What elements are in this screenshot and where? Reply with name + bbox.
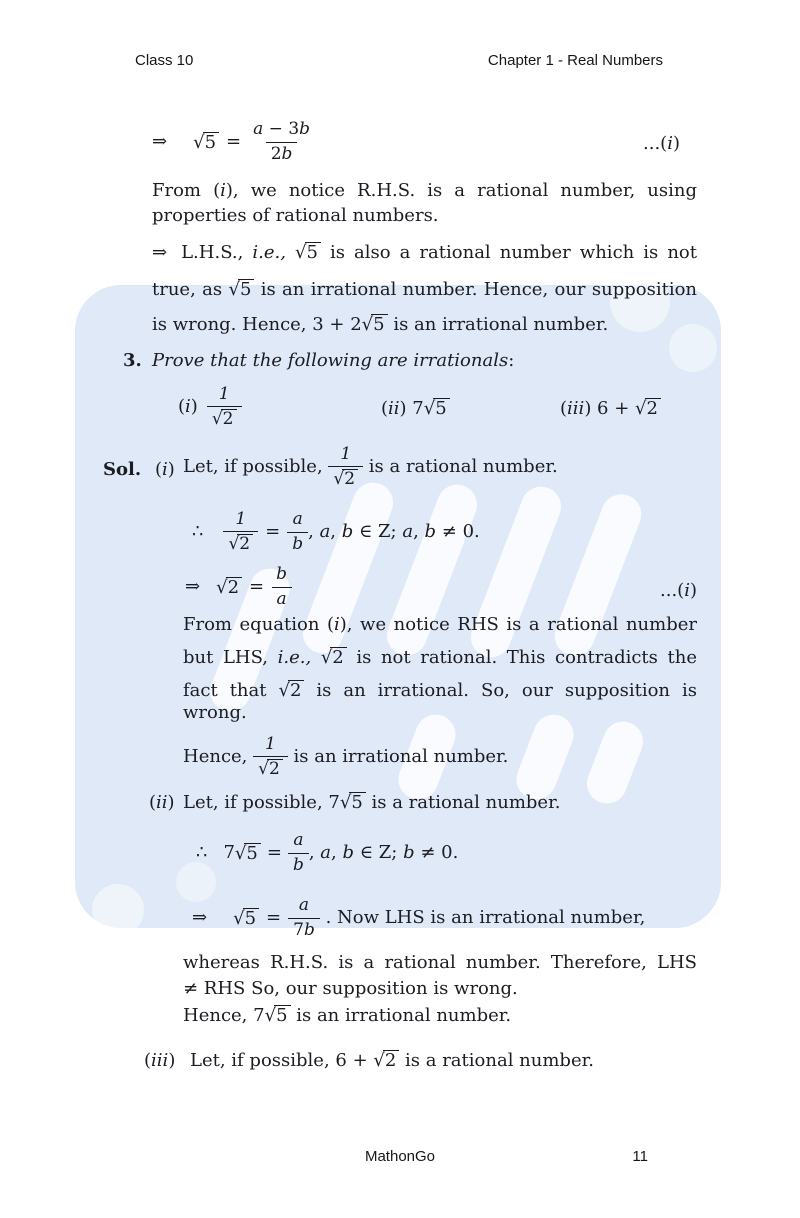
radical-sign: √ bbox=[211, 409, 223, 429]
radical-sign: √ bbox=[320, 647, 333, 668]
para-lhs-2: true, as √5 is an irrational number. Hence, our supposition bbox=[152, 279, 698, 300]
spacer bbox=[207, 853, 223, 854]
sqrt-radical bbox=[228, 279, 254, 300]
sqrt-radical bbox=[193, 132, 219, 153]
marker-iii: (iii) bbox=[144, 1050, 176, 1071]
para-lhs-1: ⇒ L.H.S., i.e., √5 is also a rational number which is not bbox=[152, 242, 697, 263]
fraction bbox=[288, 896, 320, 939]
q3-number bbox=[123, 348, 142, 374]
radical-sign: √ bbox=[228, 279, 240, 300]
text: ⇒ bbox=[185, 576, 201, 597]
fraction bbox=[207, 385, 242, 429]
italic-text: b bbox=[403, 842, 415, 863]
denominator bbox=[266, 142, 298, 164]
numerator bbox=[214, 385, 235, 406]
radicand: 2 bbox=[330, 647, 346, 668]
sol-i-para-3: fact that √2 is an irrational. So, our supposition is bbox=[183, 680, 697, 701]
fraction bbox=[223, 510, 258, 554]
spacer bbox=[167, 142, 193, 143]
radicand: 5 bbox=[203, 132, 219, 153]
sol-ii-intro: Let, if possible, 7√5 is a rational number. bbox=[183, 792, 561, 813]
sol-i-conclusion bbox=[183, 733, 508, 781]
radicand: 2 bbox=[221, 409, 237, 429]
radicand: 5 bbox=[371, 314, 387, 335]
sol-i-para-2: but LHS, i.e., √2 is not rational. This contradicts the bbox=[183, 647, 697, 668]
italic-text: b bbox=[424, 521, 437, 542]
radicand: 2 bbox=[226, 577, 242, 598]
spacer bbox=[167, 257, 181, 258]
sqrt-radical bbox=[340, 792, 366, 813]
sol-ii-eq2 bbox=[192, 893, 645, 943]
text: 2 bbox=[270, 143, 282, 164]
sqrt-radical bbox=[424, 398, 450, 419]
italic-text: a bbox=[253, 119, 264, 140]
text: Hence, bbox=[183, 746, 254, 767]
text: = bbox=[266, 907, 282, 928]
sol-ii-eq1 bbox=[196, 828, 458, 878]
italic-text: 1 bbox=[235, 508, 247, 529]
radicand: 2 bbox=[383, 1050, 399, 1071]
q3-item-iii: (iii) 6 + √2 bbox=[560, 396, 661, 422]
sol-i-eq1 bbox=[192, 507, 480, 557]
italic-text: a bbox=[320, 842, 332, 863]
numerator bbox=[294, 896, 314, 917]
numerator bbox=[230, 510, 251, 531]
sqrt-radical bbox=[362, 314, 388, 335]
spacer bbox=[207, 918, 233, 919]
radical-sign: √ bbox=[258, 759, 269, 779]
eq-sqrt5-row bbox=[152, 118, 315, 166]
watermark-blob bbox=[669, 324, 717, 372]
header-chapter: Chapter 1 - Real Numbers bbox=[487, 52, 663, 69]
text: . Now LHS is an irrational number, bbox=[319, 907, 646, 928]
fraction bbox=[288, 831, 309, 874]
radicand: 2 bbox=[342, 469, 358, 489]
italic-text: b bbox=[303, 919, 315, 940]
text: ⇒ bbox=[152, 131, 168, 152]
spacer bbox=[198, 407, 207, 408]
sqrt-radical bbox=[258, 759, 283, 779]
italic-text: b bbox=[276, 564, 288, 585]
radical-sign: √ bbox=[234, 842, 247, 864]
text: , bbox=[413, 521, 425, 542]
bold-text: Sol. bbox=[103, 459, 142, 480]
spacer bbox=[281, 918, 288, 919]
bold-text: 3. bbox=[123, 350, 142, 371]
marker-ii: (ii) bbox=[149, 792, 175, 813]
sol-i-eq2-tag: ...(i) bbox=[660, 580, 697, 601]
italic-text: a bbox=[319, 521, 331, 542]
spacer bbox=[203, 532, 223, 533]
sqrt-radical bbox=[333, 469, 358, 489]
radical-sign: √ bbox=[264, 1005, 277, 1026]
radicand: 5 bbox=[305, 242, 321, 263]
fraction bbox=[248, 120, 315, 163]
sqrt-radical bbox=[265, 1005, 291, 1026]
text: ≠ 0. bbox=[436, 521, 480, 542]
italic-text: i bbox=[684, 580, 690, 601]
italic-text: b bbox=[292, 854, 304, 875]
q3-title: Prove that the following are irrationals: bbox=[152, 350, 515, 371]
radical-sign: √ bbox=[333, 469, 345, 489]
text: − 3 bbox=[263, 119, 300, 140]
text: ∈ Z; bbox=[353, 521, 403, 542]
sqrt-radical bbox=[235, 843, 261, 864]
para-lhs-3: is wrong. Hence, 3 + 2√5 is an irrational number. bbox=[152, 314, 609, 335]
radical-sign: √ bbox=[361, 314, 374, 335]
denominator bbox=[272, 587, 292, 609]
sqrt-radical bbox=[228, 534, 253, 554]
fraction bbox=[253, 735, 288, 779]
italic-text: i.e., bbox=[277, 647, 312, 668]
text: is a rational number. bbox=[363, 456, 558, 477]
footer-brand: MathonGo bbox=[364, 1148, 436, 1165]
italic-text: b bbox=[299, 119, 311, 140]
text: is an irrational number. bbox=[287, 746, 509, 767]
italic-text: a bbox=[276, 588, 287, 609]
spacer bbox=[259, 918, 266, 919]
text: ∴ bbox=[196, 842, 208, 863]
watermark-blob bbox=[92, 884, 144, 928]
radical-sign: √ bbox=[373, 1050, 385, 1071]
para-rhs-2: properties of rational numbers. bbox=[152, 205, 439, 226]
italic-text: a bbox=[298, 895, 310, 916]
sqrt-radical bbox=[216, 577, 242, 598]
radicand: 2 bbox=[288, 680, 304, 701]
denominator bbox=[328, 466, 363, 489]
italic-text: a bbox=[292, 509, 303, 530]
italic-text: b bbox=[341, 521, 354, 542]
radicand: 5 bbox=[274, 1005, 290, 1026]
sol-ii-conclusion: Hence, 7√5 is an irrational number. bbox=[183, 1005, 512, 1026]
text: , bbox=[308, 521, 320, 542]
sol-ii-para-2: ≠ RHS So, our supposition is wrong. bbox=[183, 978, 518, 999]
italic-text: iii bbox=[151, 1050, 169, 1071]
text: = bbox=[226, 131, 242, 152]
radical-sign: √ bbox=[216, 576, 228, 598]
italic-text: a bbox=[402, 521, 414, 542]
numerator bbox=[288, 831, 308, 852]
text: ⇒ bbox=[192, 907, 208, 928]
spacer bbox=[280, 532, 287, 533]
text: Let, if possible, bbox=[183, 456, 329, 477]
text: ) bbox=[190, 396, 198, 417]
italic-text: ii bbox=[156, 792, 168, 813]
italic-text: 1 bbox=[265, 733, 276, 754]
para-rhs-1: From (i), we notice R.H.S. is a rational number, using bbox=[152, 180, 697, 201]
spacer bbox=[241, 142, 248, 143]
italic-text: b bbox=[281, 143, 293, 164]
spacer bbox=[242, 587, 249, 588]
text: ≠ 0. bbox=[414, 842, 459, 863]
text: = bbox=[249, 576, 265, 597]
radicand: 2 bbox=[645, 398, 661, 419]
italic-text: i.e., bbox=[252, 242, 286, 263]
radical-sign: √ bbox=[233, 907, 245, 929]
radicand: 5 bbox=[433, 398, 449, 419]
italic-text: 1 bbox=[340, 443, 352, 464]
text: ( bbox=[178, 396, 186, 417]
marker-i: (i) bbox=[155, 459, 175, 480]
sol-ii-para-1: whereas R.H.S. is a rational number. Therefore, LHS bbox=[183, 952, 697, 973]
radicand: 5 bbox=[238, 279, 254, 300]
denominator bbox=[223, 531, 258, 554]
text: ∈ Z; bbox=[354, 842, 404, 863]
sqrt-radical bbox=[321, 647, 347, 668]
italic-text: ii bbox=[388, 398, 400, 419]
denominator bbox=[253, 756, 288, 779]
sqrt-radical bbox=[373, 1050, 399, 1071]
text: ∴ bbox=[192, 521, 204, 542]
q3-item-ii: (ii) 7√5 bbox=[381, 396, 450, 422]
numerator bbox=[271, 565, 292, 586]
eq-sqrt5-tag: ...(i) bbox=[643, 133, 680, 154]
italic-text: 1 bbox=[218, 383, 230, 404]
italic-text: b bbox=[292, 533, 304, 554]
watermark-stripe bbox=[581, 715, 649, 809]
text: = bbox=[266, 842, 282, 863]
text: , bbox=[308, 842, 321, 863]
sol-i-intro bbox=[183, 443, 558, 491]
italic-text: i bbox=[334, 614, 340, 635]
radical-sign: √ bbox=[423, 398, 436, 419]
fraction bbox=[287, 510, 308, 553]
text: 7 bbox=[293, 919, 304, 940]
text: 7 bbox=[223, 842, 235, 863]
italic-text: i bbox=[162, 459, 168, 480]
sqrt-radical bbox=[278, 680, 304, 701]
sqrt-radical bbox=[233, 908, 259, 929]
footer-page-number: 11 bbox=[632, 1148, 648, 1165]
italic-text: iii bbox=[567, 398, 585, 419]
spacer bbox=[200, 587, 216, 588]
sol-iii-intro: Let, if possible, 6 + √2 is a rational number. bbox=[190, 1050, 594, 1071]
text: , bbox=[331, 842, 343, 863]
fraction bbox=[271, 565, 292, 608]
radicand: 5 bbox=[244, 843, 260, 864]
italic-text: i bbox=[667, 133, 673, 154]
sqrt-radical bbox=[212, 409, 237, 429]
numerator bbox=[335, 445, 356, 466]
fraction bbox=[328, 445, 363, 489]
radical-sign: √ bbox=[339, 792, 352, 813]
radicand: 2 bbox=[267, 759, 283, 779]
italic-text: Prove that the following are irrationals bbox=[152, 350, 509, 371]
denominator bbox=[288, 918, 320, 940]
denominator bbox=[207, 406, 242, 429]
denominator bbox=[288, 853, 309, 875]
numerator bbox=[288, 510, 308, 531]
spacer bbox=[264, 587, 271, 588]
sol-label bbox=[103, 457, 141, 483]
text: , bbox=[330, 521, 342, 542]
sol-i-para-4: wrong. bbox=[183, 702, 247, 723]
header-class: Class 10 bbox=[135, 52, 194, 69]
radicand: 5 bbox=[243, 908, 259, 929]
spacer bbox=[258, 532, 265, 533]
italic-text: a bbox=[293, 830, 304, 851]
sqrt-radical bbox=[635, 398, 661, 419]
sol-i-para-1: From equation (i), we notice RHS is a rational number bbox=[183, 614, 697, 635]
italic-text: i bbox=[185, 396, 191, 417]
denominator bbox=[287, 532, 308, 554]
radicand: 2 bbox=[237, 534, 253, 554]
numerator bbox=[248, 120, 315, 141]
radicand: 5 bbox=[349, 792, 365, 813]
sqrt-radical bbox=[295, 242, 321, 263]
spacer bbox=[219, 142, 226, 143]
numerator bbox=[260, 735, 281, 756]
radical-sign: √ bbox=[295, 242, 307, 263]
text: = bbox=[265, 521, 281, 542]
italic-text: i bbox=[220, 180, 226, 201]
radical-sign: √ bbox=[635, 398, 647, 419]
sol-i-eq2 bbox=[185, 562, 292, 612]
radical-sign: √ bbox=[193, 131, 205, 153]
italic-text: b bbox=[342, 842, 354, 863]
q3-item-i bbox=[178, 382, 242, 432]
radical-sign: √ bbox=[278, 680, 290, 701]
radical-sign: √ bbox=[228, 534, 240, 554]
